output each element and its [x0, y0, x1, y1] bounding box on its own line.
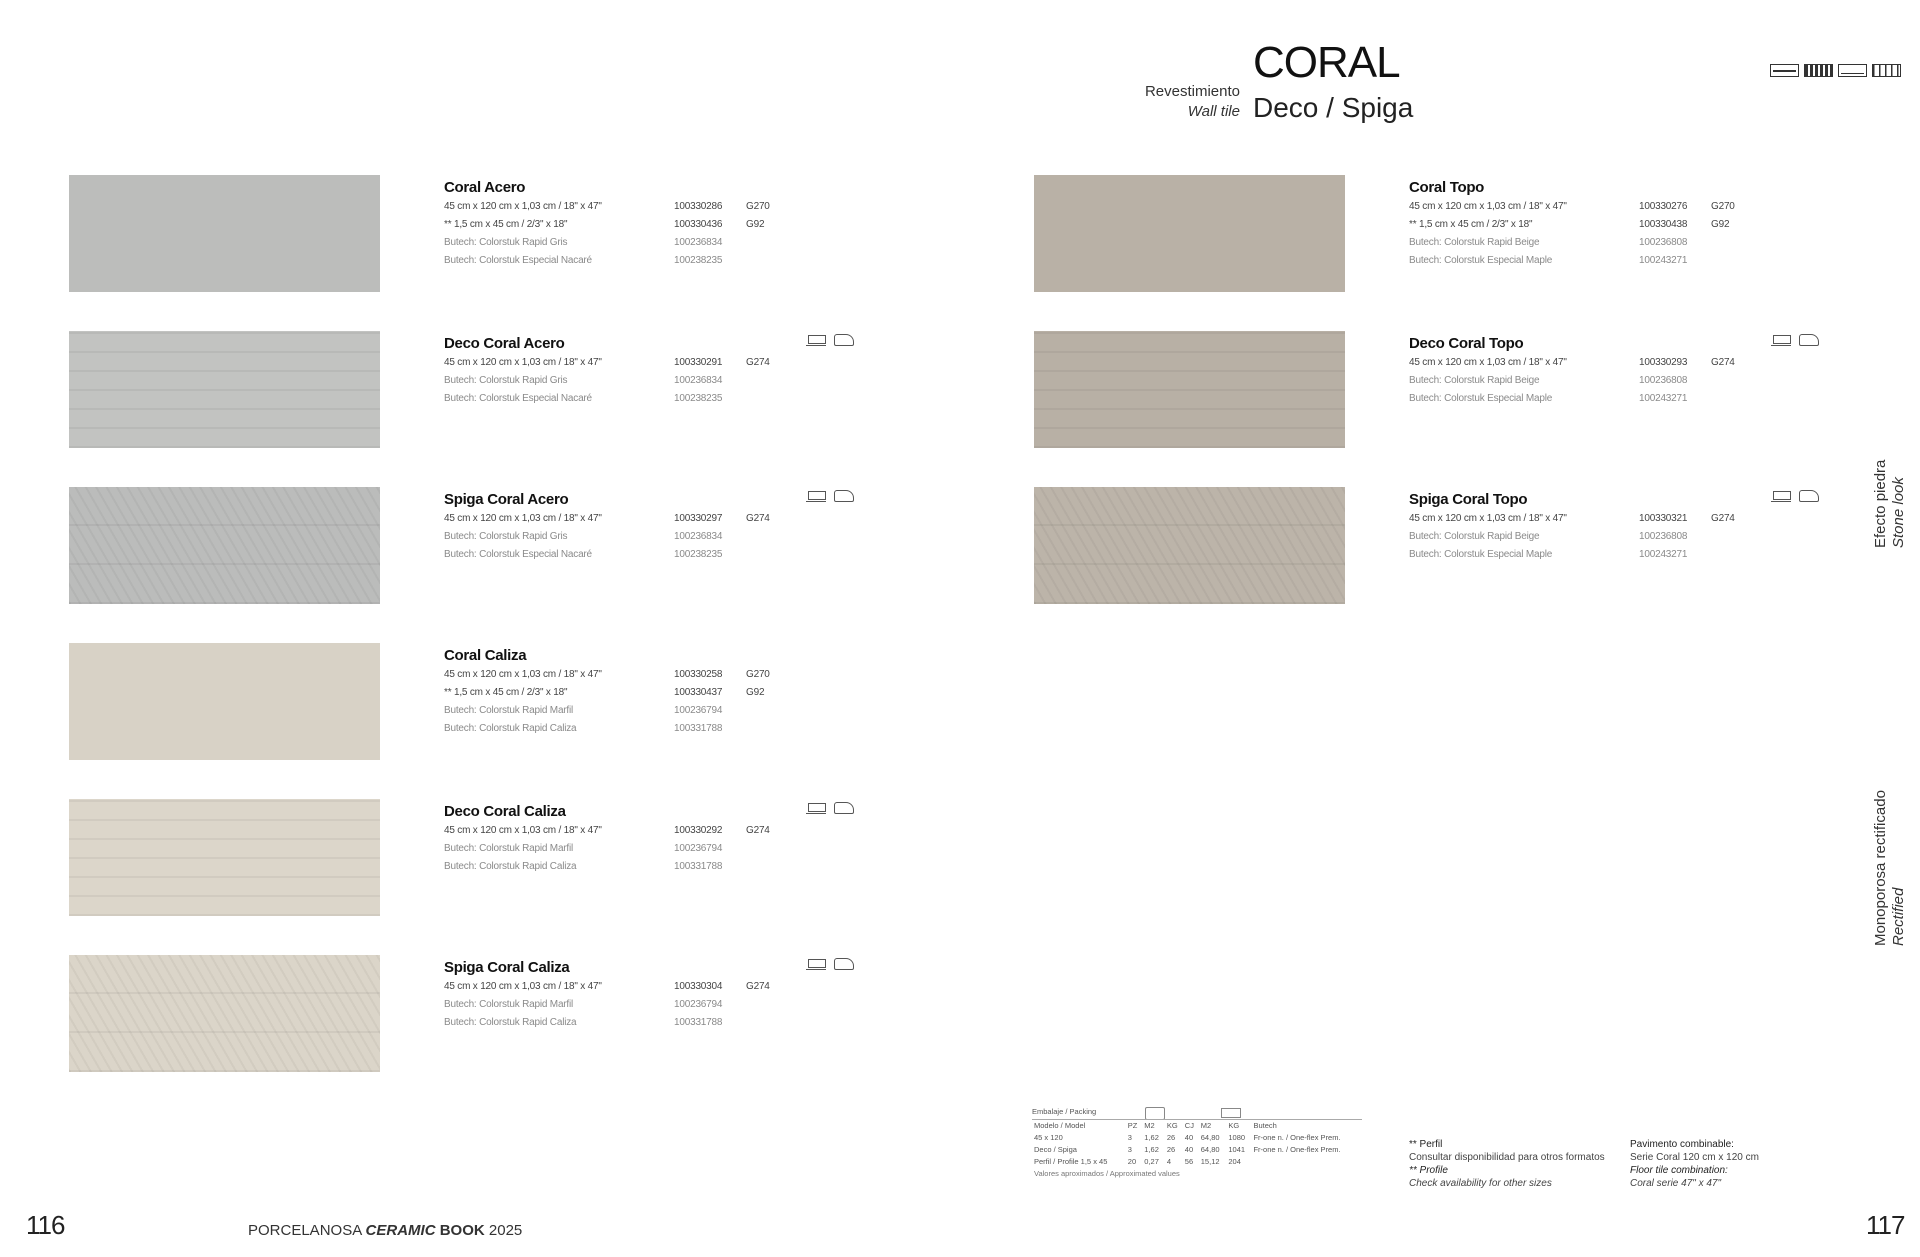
- side-label-stone: Efecto piedra Stone look: [1872, 459, 1907, 548]
- product-name: Deco Coral Acero: [444, 335, 565, 352]
- product-code: 100330293: [1639, 357, 1688, 368]
- product-code: 100236794: [674, 843, 723, 854]
- spec-row: [444, 840, 864, 858]
- box-icon: [1799, 334, 1819, 346]
- box-icon: [1799, 490, 1819, 502]
- group-code: [1711, 546, 1751, 564]
- packing-header: KG: [1165, 1120, 1183, 1133]
- tile-swatch: [69, 955, 380, 1072]
- group-code: [746, 858, 786, 876]
- tile-swatch: [1034, 331, 1345, 448]
- product-code: 100330304: [674, 981, 723, 992]
- spec-row: [1409, 510, 1829, 528]
- profile-note: ** Perfil Consultar disponibilidad para otros formatos ** Profile Check availability for other sizes: [1409, 1139, 1605, 1189]
- format-icons: [1770, 64, 1901, 77]
- spec-row: [444, 684, 864, 702]
- spec-description: Butech: Colorstuk Rapid Caliza: [444, 1017, 577, 1028]
- spec-row: [444, 1014, 864, 1032]
- spec-row: [1409, 216, 1829, 234]
- side-label-body: Monoporosa rectificado Rectified: [1872, 790, 1907, 946]
- product-block: [444, 334, 864, 408]
- spec-row: [444, 510, 864, 528]
- packing-footnote: Valores aproximados / Approximated values: [1034, 1169, 1180, 1178]
- product-block: [444, 646, 864, 738]
- spec-description: Butech: Colorstuk Rapid Marfil: [444, 999, 574, 1010]
- group-code: [1711, 234, 1751, 252]
- group-code: [746, 390, 786, 408]
- packing-table: [1032, 1105, 1362, 1180]
- group-code: [1711, 372, 1751, 390]
- product-code: 100330276: [1639, 201, 1688, 212]
- group-code: G270: [1711, 201, 1735, 212]
- spec-description: 45 cm x 120 cm x 1,03 cm / 18" x 47": [444, 825, 602, 836]
- product-block: [1409, 334, 1829, 408]
- packing-header: CJ: [1183, 1120, 1199, 1133]
- packing-icons: [806, 334, 854, 354]
- product-code: 100238235: [674, 393, 723, 404]
- group-code: [1711, 390, 1751, 408]
- page-number-left: 116: [26, 1210, 65, 1240]
- brand-footer: PORCELANOSA CERAMIC BOOK 2025: [248, 1222, 523, 1239]
- spec-description: Butech: Colorstuk Rapid Gris: [444, 375, 568, 386]
- product-name: Coral Acero: [444, 179, 526, 196]
- group-code: [746, 528, 786, 546]
- group-code: G274: [1711, 513, 1735, 524]
- page-subtitle: Deco / Spiga: [1253, 92, 1414, 123]
- product-code: 100238235: [674, 549, 723, 560]
- spec-description: ** 1,5 cm x 45 cm / 2/3" x 18": [444, 687, 568, 698]
- product-block: [444, 802, 864, 876]
- packing-icons: [806, 958, 854, 978]
- spec-description: Butech: Colorstuk Especial Nacaré: [444, 393, 592, 404]
- group-code: G274: [1711, 357, 1735, 368]
- spec-description: 45 cm x 120 cm x 1,03 cm / 18" x 47": [1409, 357, 1567, 368]
- spec-row: [1409, 252, 1829, 270]
- product-code: 100330438: [1639, 219, 1688, 230]
- product-code: 100330297: [674, 513, 723, 524]
- spec-row: [1409, 234, 1829, 252]
- spec-description: 45 cm x 120 cm x 1,03 cm / 18" x 47": [1409, 513, 1567, 524]
- product-block: [1409, 490, 1829, 564]
- spec-row: [444, 252, 864, 270]
- packing-header: PZ: [1126, 1120, 1142, 1133]
- product-code: 100236794: [674, 705, 723, 716]
- spec-description: Butech: Colorstuk Rapid Gris: [444, 531, 568, 542]
- group-code: [746, 252, 786, 270]
- spec-description: Butech: Colorstuk Especial Maple: [1409, 549, 1553, 560]
- spec-row: [444, 234, 864, 252]
- product-code: 100236834: [674, 531, 723, 542]
- group-code: [1711, 252, 1751, 270]
- product-code: 100243271: [1639, 549, 1688, 560]
- spec-row: [444, 354, 864, 372]
- spec-description: Butech: Colorstuk Rapid Beige: [1409, 237, 1540, 248]
- group-code: [746, 546, 786, 564]
- spec-description: Butech: Colorstuk Rapid Marfil: [444, 705, 574, 716]
- group-code: G92: [746, 219, 765, 230]
- spec-row: [444, 372, 864, 390]
- tile-swatch: [1034, 175, 1345, 292]
- spec-description: 45 cm x 120 cm x 1,03 cm / 18" x 47": [1409, 201, 1567, 212]
- spec-row: [1409, 372, 1829, 390]
- pallet-icon: [806, 802, 826, 814]
- product-code: 100331788: [674, 723, 723, 734]
- product-code: 100236834: [674, 375, 723, 386]
- spec-description: Butech: Colorstuk Rapid Marfil: [444, 843, 574, 854]
- pallet-icon: [1771, 490, 1791, 502]
- spec-description: Butech: Colorstuk Especial Nacaré: [444, 255, 592, 266]
- spec-description: 45 cm x 120 cm x 1,03 cm / 18" x 47": [444, 513, 602, 524]
- spec-row: [1409, 354, 1829, 372]
- group-code: G92: [1711, 219, 1730, 230]
- product-code: 100236808: [1639, 375, 1688, 386]
- product-name: Coral Caliza: [444, 647, 527, 664]
- group-code: [746, 702, 786, 720]
- spec-row: [444, 546, 864, 564]
- spec-description: Butech: Colorstuk Especial Nacaré: [444, 549, 592, 560]
- spec-description: Butech: Colorstuk Rapid Caliza: [444, 861, 577, 872]
- page-title: CORAL: [1253, 38, 1400, 87]
- group-code: [746, 840, 786, 858]
- pallet-icon: [806, 490, 826, 502]
- spec-row: [444, 216, 864, 234]
- spec-row: [444, 978, 864, 996]
- spec-row: [444, 822, 864, 840]
- spec-row: [444, 390, 864, 408]
- spec-row: [1409, 390, 1829, 408]
- pallet-icon: [806, 958, 826, 970]
- spec-description: 45 cm x 120 cm x 1,03 cm / 18" x 47": [444, 669, 602, 680]
- group-code: [746, 720, 786, 738]
- group-code: G270: [746, 669, 770, 680]
- tile-swatch: [69, 643, 380, 760]
- group-code: [1711, 528, 1751, 546]
- product-block: [444, 178, 864, 270]
- group-code: [746, 1014, 786, 1032]
- box-icon: [834, 334, 854, 346]
- spec-row: [1409, 198, 1829, 216]
- group-code: G274: [746, 825, 770, 836]
- product-code: 100330437: [674, 687, 723, 698]
- product-code: 100331788: [674, 1017, 723, 1028]
- spec-row: [444, 702, 864, 720]
- product-name: Deco Coral Topo: [1409, 335, 1524, 352]
- tile-swatch: [69, 175, 380, 292]
- spec-description: Butech: Colorstuk Rapid Caliza: [444, 723, 577, 734]
- spec-row: [444, 858, 864, 876]
- spec-description: Butech: Colorstuk Rapid Beige: [1409, 375, 1540, 386]
- packing-icons: [1771, 334, 1819, 354]
- group-code: [746, 234, 786, 252]
- product-code: 100236794: [674, 999, 723, 1010]
- group-code: G270: [746, 201, 770, 212]
- box-icon: [834, 958, 854, 970]
- packing-header: M2: [1199, 1120, 1227, 1133]
- group-code: [746, 996, 786, 1014]
- spec-row: [1409, 546, 1829, 564]
- spec-description: Butech: Colorstuk Rapid Gris: [444, 237, 568, 248]
- pallet-icon: [806, 334, 826, 346]
- product-code: 100330436: [674, 219, 723, 230]
- product-code: 100330258: [674, 669, 723, 680]
- group-code: G92: [746, 687, 765, 698]
- product-name: Deco Coral Caliza: [444, 803, 566, 820]
- product-code: 100331788: [674, 861, 723, 872]
- spec-description: Butech: Colorstuk Especial Maple: [1409, 255, 1553, 266]
- tile-swatch: [1034, 487, 1345, 604]
- product-block: [1409, 178, 1829, 270]
- product-code: 100236808: [1639, 237, 1688, 248]
- product-code: 100330321: [1639, 513, 1688, 524]
- spec-description: Butech: Colorstuk Rapid Beige: [1409, 531, 1540, 542]
- table-row: Perfil / Profile 1,5 x 45 20 0,27 4 56 15,12 204: [1034, 1157, 1241, 1166]
- spec-description: 45 cm x 120 cm x 1,03 cm / 18" x 47": [444, 357, 602, 368]
- group-code: G274: [746, 981, 770, 992]
- group-code: G274: [746, 357, 770, 368]
- packing-header: Modelo / Model: [1032, 1120, 1126, 1133]
- packing-header: M2: [1142, 1120, 1165, 1133]
- packing-icons: [806, 490, 854, 510]
- packing-icons: [806, 802, 854, 822]
- product-code: 100330291: [674, 357, 723, 368]
- product-name: Spiga Coral Acero: [444, 491, 569, 508]
- spec-description: 45 cm x 120 cm x 1,03 cm / 18" x 47": [444, 201, 602, 212]
- product-name: Spiga Coral Topo: [1409, 491, 1528, 508]
- tile-swatch: [69, 799, 380, 916]
- spec-row: [444, 198, 864, 216]
- product-code: 100243271: [1639, 255, 1688, 266]
- product-name: Spiga Coral Caliza: [444, 959, 570, 976]
- product-code: 100330292: [674, 825, 723, 836]
- spec-row: [444, 666, 864, 684]
- packing-header: KG: [1226, 1120, 1251, 1133]
- spec-description: ** 1,5 cm x 45 cm / 2/3" x 18": [1409, 219, 1533, 230]
- box-icon: [834, 490, 854, 502]
- category-label: Revestimiento Wall tile: [1144, 83, 1240, 120]
- group-code: G274: [746, 513, 770, 524]
- packing-title: Embalaje / Packing: [1032, 1107, 1097, 1116]
- spec-row: [444, 996, 864, 1014]
- spec-row: [444, 528, 864, 546]
- product-code: 100238235: [674, 255, 723, 266]
- packing-icons: [1771, 490, 1819, 510]
- product-code: 100243271: [1639, 393, 1688, 404]
- spec-row: [444, 720, 864, 738]
- group-code: [746, 372, 786, 390]
- spec-description: 45 cm x 120 cm x 1,03 cm / 18" x 47": [444, 981, 602, 992]
- format-icon-3: [1838, 64, 1867, 77]
- format-icon-4: [1872, 64, 1901, 77]
- product-code: 100236808: [1639, 531, 1688, 542]
- packing-header: Butech: [1251, 1120, 1362, 1133]
- tile-swatch: [69, 331, 380, 448]
- product-code: 100330286: [674, 201, 723, 212]
- spec-description: ** 1,5 cm x 45 cm / 2/3" x 18": [444, 219, 568, 230]
- pallet-icon: [1771, 334, 1791, 346]
- product-block: [444, 958, 864, 1032]
- product-block: [444, 490, 864, 564]
- product-name: Coral Topo: [1409, 179, 1485, 196]
- spec-row: [1409, 528, 1829, 546]
- floor-combination-note: Pavimento combinable: Serie Coral 120 cm x 120 cm Floor tile combination: Coral serie 47" x 47": [1630, 1139, 1759, 1189]
- format-icon-1: [1770, 64, 1799, 77]
- spec-description: Butech: Colorstuk Especial Maple: [1409, 393, 1553, 404]
- tile-swatch: [69, 487, 380, 604]
- format-icon-2: [1804, 64, 1833, 77]
- table-row: Deco / Spiga 3 1,62 26 40 64,80 1041 Fr-one n. / One-flex Prem.: [1034, 1145, 1341, 1154]
- product-code: 100236834: [674, 237, 723, 248]
- page-number-right: 117: [1866, 1210, 1905, 1240]
- table-row: 45 x 120 3 1,62 26 40 64,80 1080 Fr-one n. / One-flex Prem.: [1034, 1133, 1341, 1142]
- box-icon: [834, 802, 854, 814]
